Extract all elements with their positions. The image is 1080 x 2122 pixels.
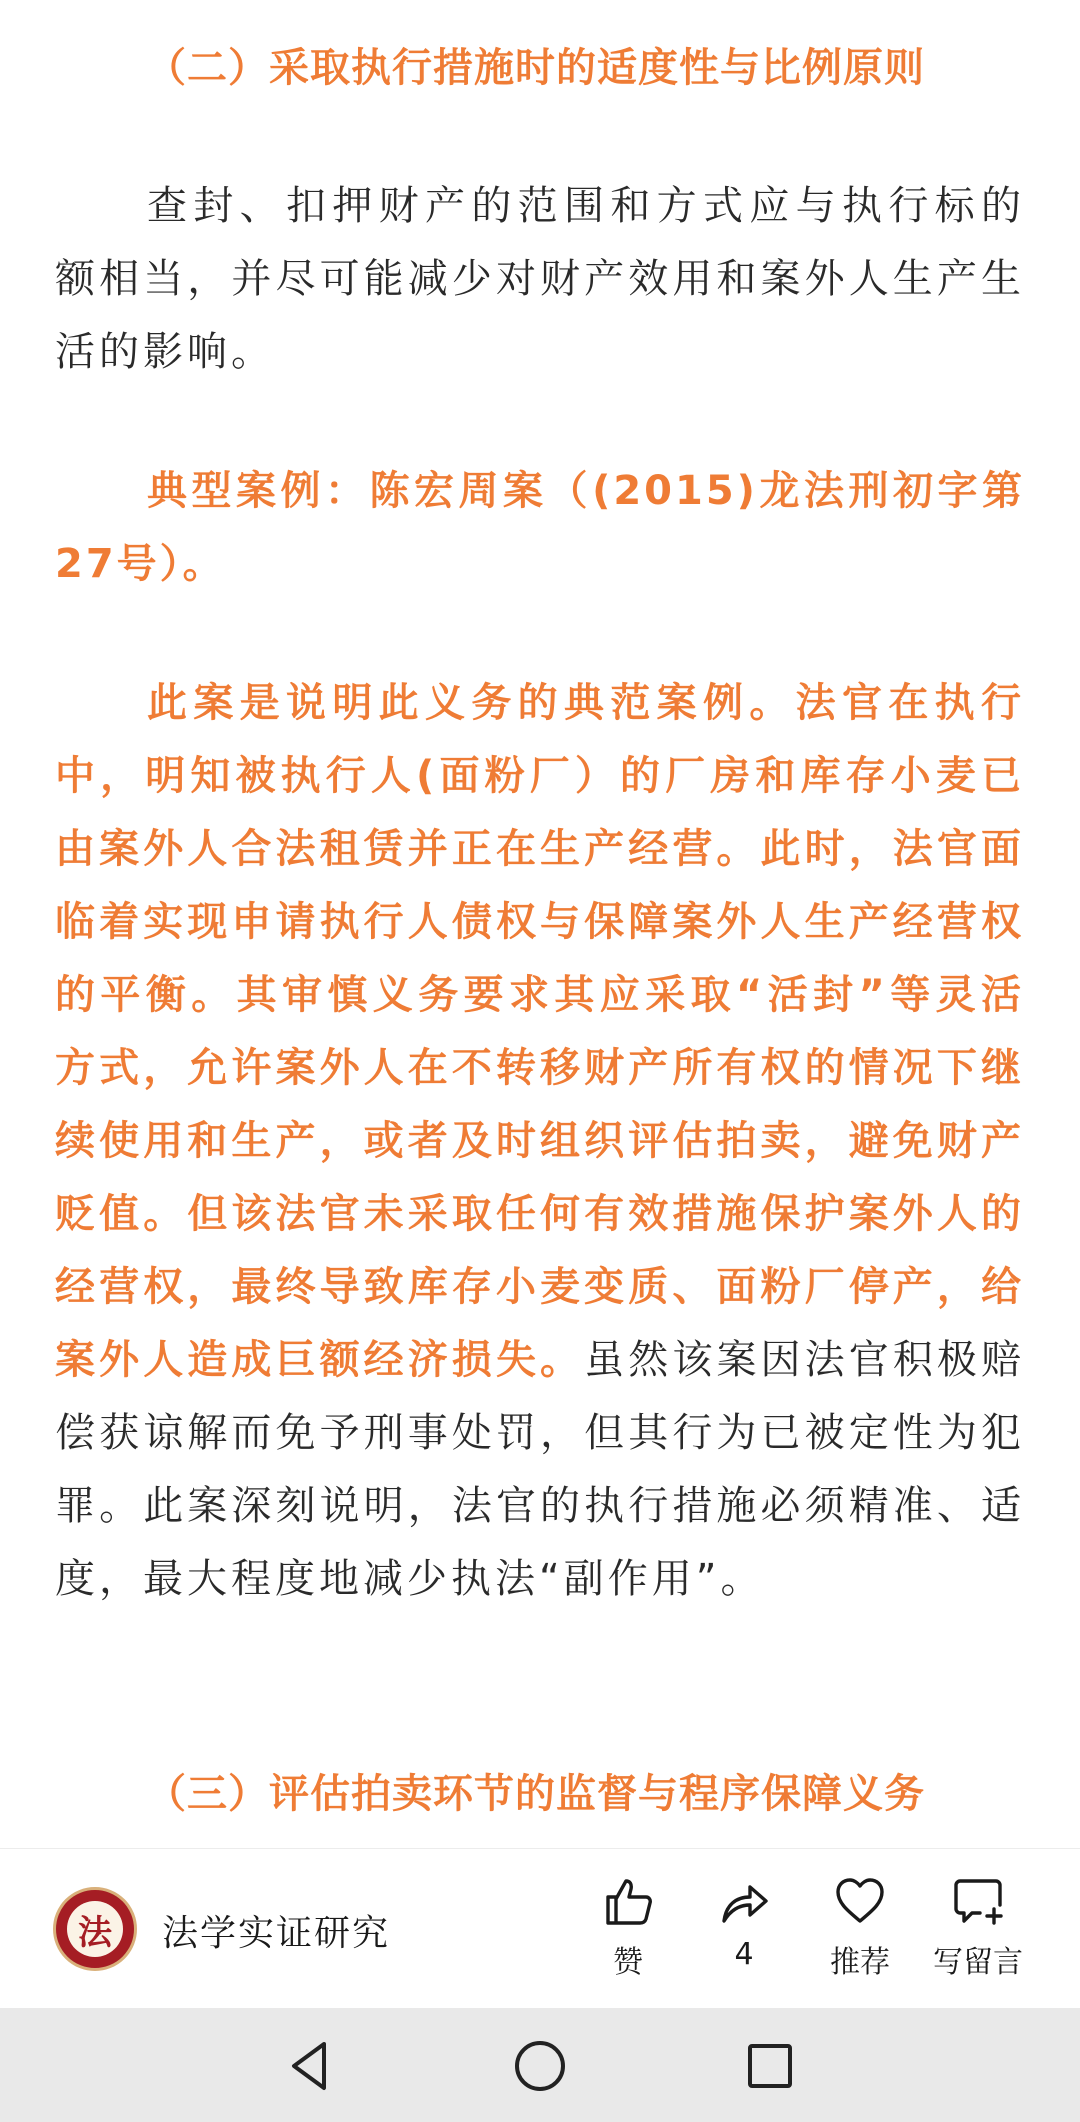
case-paragraph	[55, 667, 1025, 1616]
paragraph-proportionality: 查封、扣押财产的范围和方式应与执行标的额相当，并尽可能减少对财产效用和案外人生产生活的影响。	[55, 183, 1025, 375]
case-highlight-text: 此案是说明此义务的典范案例。法官在执行中，明知被执行人(面粉厂）的厂房和库存小麦已由案外人合法租赁并正在生产经营。此时，法官面临着实现申请执行人债权与保障案外人生产经营权的平衡。其审慎义务要求其应采取“活封”等灵活方式，允许案外人在不转移财产所有权的情况下继续使用和生产，或者及时组织评估拍卖，避免财产贬值。但该法官未采取任何有效措施保护案外人的经营权，最终导致库存小麦变质、面粉厂停产，给案外人造成巨额经济损失。	[55, 680, 1025, 1383]
comment-plus-icon	[950, 1873, 1006, 1929]
case-normal-text: 虽然该案因法官积极赔偿获谅解而免予刑事处罚，但其行为已被定性为犯罪。此案深刻说明，法官的执行措施必须精准、适度，最大程度地减少执法“副作用”。	[55, 1337, 1026, 1602]
account-logo-mark: 法	[67, 1901, 123, 1957]
section-heading-2: （二）采取执行措施时的适度性与比例原则	[146, 45, 925, 91]
nav-recent-apps-button[interactable]	[742, 2038, 798, 2094]
write-comment-button[interactable]	[916, 1873, 1040, 1993]
home-circle-icon	[512, 2038, 568, 2094]
nav-back-button[interactable]	[282, 2038, 338, 2094]
share-button[interactable]	[684, 1873, 804, 1993]
nav-home-button[interactable]	[512, 2038, 568, 2094]
back-triangle-icon	[282, 2038, 338, 2094]
system-navigation-bar	[0, 2008, 1080, 2122]
account-avatar[interactable]	[53, 1887, 137, 1971]
like-button[interactable]	[568, 1873, 688, 1993]
case-title: 典型案例：陈宏周案（(2015)龙法刑初字第27号）。	[55, 468, 1025, 587]
heart-icon	[832, 1873, 888, 1929]
share-arrow-icon	[716, 1873, 772, 1929]
recommend-label: 推荐	[830, 1945, 890, 1980]
account-name[interactable]: 法学实证研究	[162, 1913, 391, 1954]
thumbs-up-icon	[600, 1873, 656, 1929]
recent-square-icon	[742, 2038, 798, 2094]
recommend-button[interactable]	[800, 1873, 920, 1993]
bottom-action-bar	[0, 1848, 1080, 2009]
share-count: 4	[734, 1937, 754, 1972]
like-label: 赞	[613, 1945, 643, 1980]
write-comment-label: 写留言	[933, 1945, 1023, 1980]
section-heading-3: （三）评估拍卖环节的监督与程序保障义务	[146, 1771, 925, 1817]
